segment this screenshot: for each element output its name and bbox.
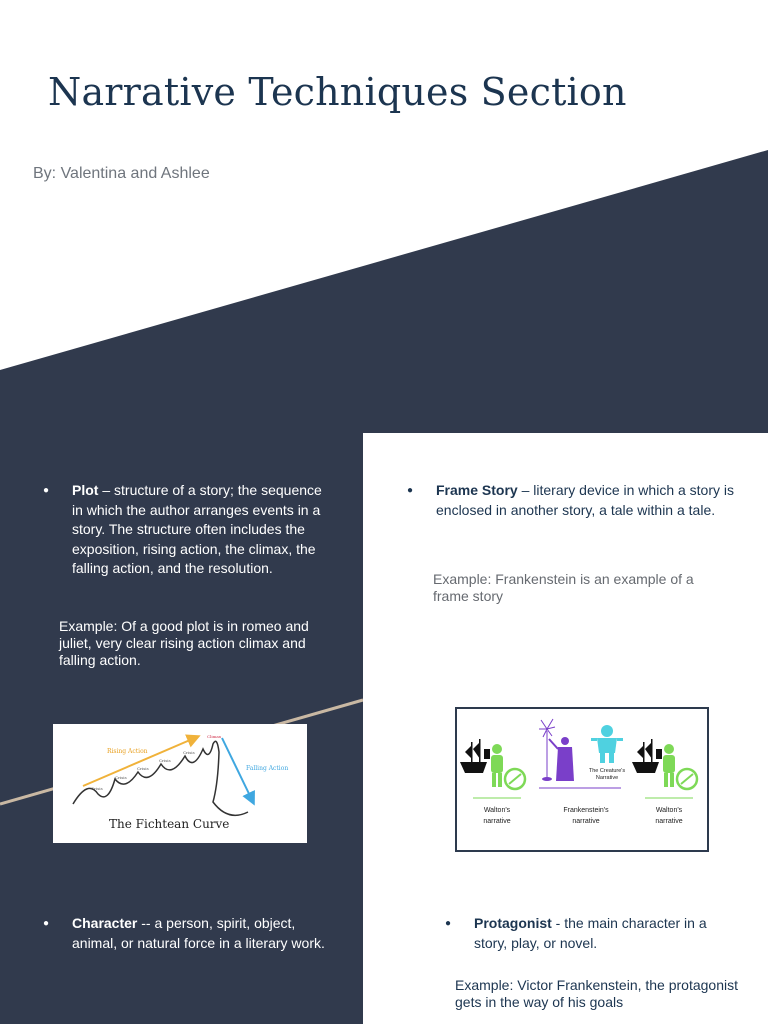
frame-story-bullet — [407, 481, 742, 520]
byline: By: Valentina and Ashlee — [33, 165, 210, 182]
frame-story-figure — [455, 707, 709, 852]
rising-action-arrow — [83, 737, 197, 786]
protagonist-bullet — [445, 914, 735, 953]
protagonist-text — [474, 914, 735, 953]
protagonist-example: Example: Victor Frankenstein, the protagonist gets in the way of his goals — [455, 977, 739, 1010]
walton-figure-left — [491, 744, 525, 789]
fichtean-caption: The Fichtean Curve — [109, 817, 230, 831]
protagonist-term: Protagonist — [474, 915, 552, 931]
crisis-label-1: Crisis — [91, 786, 103, 791]
ship-icon-right — [632, 739, 662, 773]
walton-right-label-2: narrative — [655, 818, 683, 825]
frankenstein-figure — [539, 719, 574, 781]
frankenstein-label-2: narrative — [572, 818, 600, 825]
bullet-dot: ● — [445, 918, 452, 929]
page-title: Narrative Techniques Section — [48, 70, 627, 114]
frame-story-term: Frame Story — [436, 482, 518, 498]
frame-story-text — [436, 481, 742, 520]
walton-left-label-1: Walton's — [483, 807, 511, 814]
fichtean-curve-figure — [53, 724, 307, 843]
rising-action-label: Rising Action — [107, 748, 148, 755]
bullet-dot: ● — [407, 485, 414, 496]
climax-label: Climax — [207, 734, 222, 739]
plot-term: Plot — [72, 482, 99, 498]
crisis-label-3: Crisis — [137, 766, 149, 771]
plot-example: Example: Of a good plot is in romeo and juliet, very clear rising action climax and falling action. — [59, 618, 309, 668]
creature-narrative-label-1: The Creature's — [588, 768, 626, 774]
character-text — [72, 914, 343, 953]
protagonist-definition: - the main character in a story, play, or novel. — [474, 915, 707, 951]
plot-definition: – structure of a story; the sequence in which the author arranges events in a story. The structure often includes the exposition, rising action, the climax, the falling action, and the resolution. — [72, 482, 322, 576]
frame-story-definition: – literary device in which a story is enclosed in another story, a tale within a tale. — [436, 482, 735, 518]
bullet-dot: ● — [43, 918, 50, 929]
ship-icon-left — [460, 739, 490, 773]
walton-left-label-2: narrative — [483, 818, 511, 825]
frame-story-example: Example: Frankenstein is an example of a frame story — [433, 571, 694, 604]
bullet-dot: ● — [43, 485, 50, 496]
character-bullet — [43, 914, 343, 953]
plot-bullet — [43, 481, 333, 579]
creature-figure — [591, 725, 623, 763]
character-definition: -- a person, spirit, object, animal, or natural force in a literary work. — [72, 915, 325, 951]
frame-narrative-diagram — [457, 709, 707, 850]
fichtean-curve-diagram — [53, 724, 307, 843]
walton-figure-right — [663, 744, 697, 789]
crisis-label-2: Crisis — [115, 775, 127, 780]
falling-action-label: Falling Action — [246, 765, 289, 772]
plot-text — [72, 481, 333, 579]
walton-right-label-1: Walton's — [655, 807, 683, 814]
creature-narrative-label-2: Narrative — [595, 775, 619, 781]
frankenstein-label-1: Frankenstein's — [563, 807, 609, 814]
character-term: Character — [72, 915, 138, 931]
crisis-label-4: Crisis — [159, 758, 171, 763]
crisis-label-5: Crisis — [183, 750, 195, 755]
